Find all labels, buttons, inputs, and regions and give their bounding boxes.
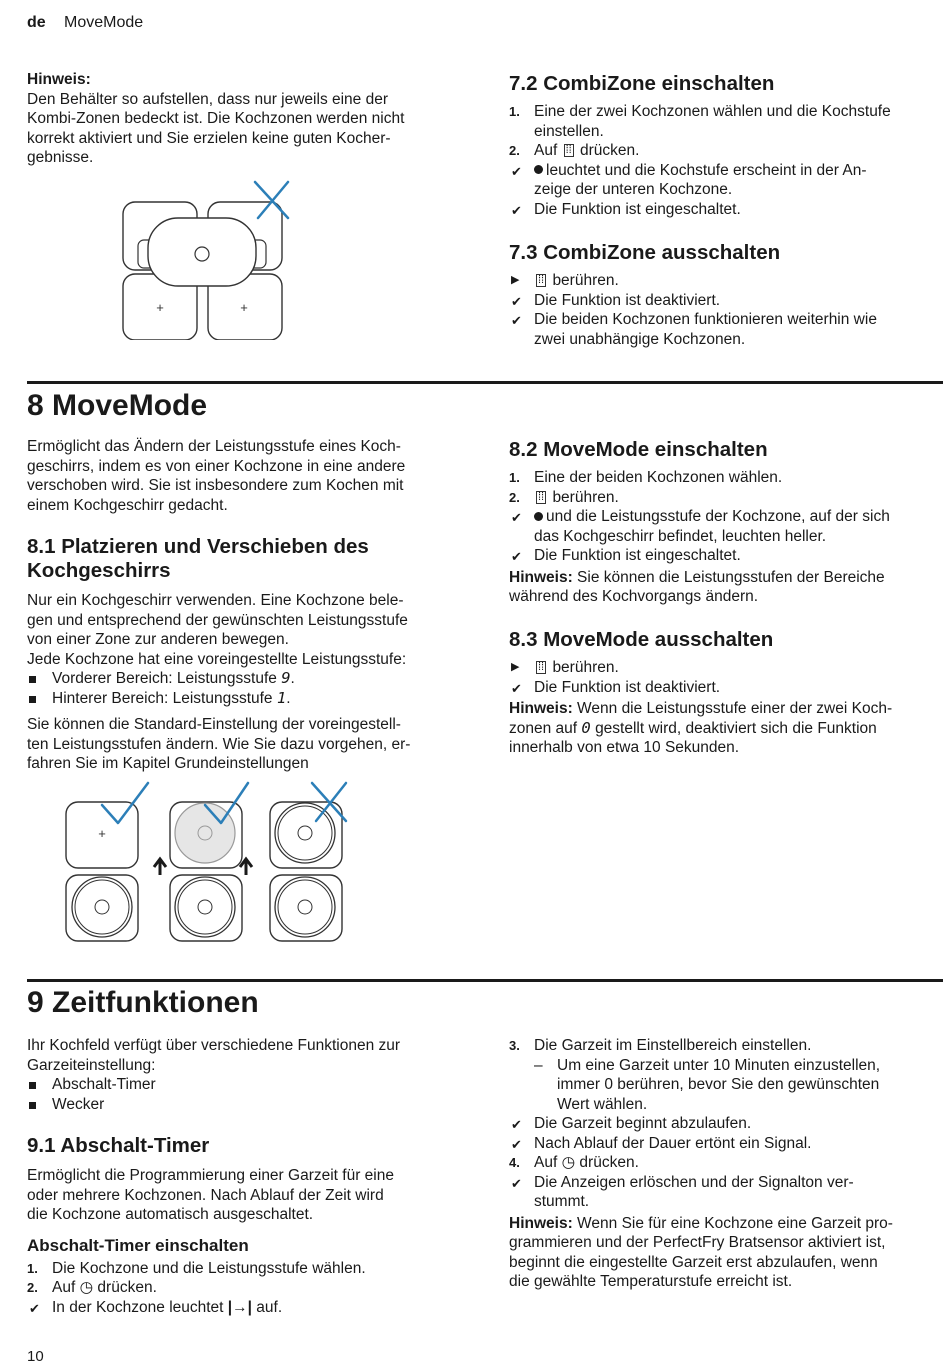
list-item: [509, 1134, 943, 1154]
page-number: 10: [27, 1348, 44, 1365]
section-8-intro: [27, 437, 467, 515]
list-item: [509, 200, 943, 220]
combi-icon: ⁞⁞: [538, 274, 545, 287]
list-item: 1. Eine der zwei Kochzonen wählen und die Kochstufe einstellen.: [509, 103, 891, 140]
text-line: Ermöglicht die Programmierung einer Garzeit für eine: [27, 1167, 394, 1184]
item-text: Wert wählen.: [557, 1095, 648, 1113]
indicator-dot-icon: [534, 512, 543, 521]
item-text: leuchtet und die Kochstufe erscheint in der An-: [546, 161, 867, 179]
section-title: 8.1 Platzieren und Verschieben des: [27, 535, 369, 558]
list-item: [27, 1298, 467, 1318]
section-9-intro: [27, 1036, 467, 1114]
text-line: Ermöglicht das Ändern der Leistungsstufe eines Koch-: [27, 438, 401, 455]
text-line: Nur ein Kochgeschirr verwenden. Eine Kochzone bele-: [27, 592, 404, 609]
step-arrow-icon: ▶: [511, 661, 520, 673]
item-text: Die Kochzone und die Leistungsstufe wählen.: [52, 1259, 366, 1277]
indicator-dot-icon: [534, 165, 543, 174]
section-title: 9.1 Abschalt-Timer: [27, 1134, 210, 1157]
dash-icon: –: [534, 1056, 543, 1074]
section-divider: [27, 381, 943, 384]
step-arrow-icon: ▶: [511, 274, 520, 286]
item-text: Die Funktion ist eingeschaltet.: [534, 200, 741, 218]
item-text: Wecker: [52, 1095, 105, 1113]
section-7-3: [509, 241, 943, 349]
item-text: Die Funktion ist deaktiviert.: [534, 678, 721, 696]
list-item: Vorderer Bereich: Leistungsstufe 9.: [27, 669, 467, 689]
item-text: Um eine Garzeit unter 10 Minuten einzustellen,: [557, 1056, 881, 1074]
text-line: Ihr Kochfeld verfügt über verschiedene Funktionen zur: [27, 1037, 401, 1054]
combizone-figure: [118, 178, 303, 340]
text-line: ten Leistungsstufen ändern. Wie Sie dazu vorgehen, er-: [27, 735, 411, 753]
item-text: Auf: [534, 142, 558, 159]
item-text: zwei unabhängige Kochzonen.: [534, 330, 746, 348]
check-icon: ✔: [511, 163, 522, 179]
text-line: Wenn die Leistungsstufe einer der zwei Koch-: [577, 700, 893, 717]
section-title: 8.2 MoveMode einschalten: [509, 438, 768, 461]
list-item: [27, 1095, 467, 1115]
section-title: 8.3 MoveMode ausschalten: [509, 628, 774, 651]
hinweis-label: Hinweis:: [27, 71, 91, 88]
move-icon: ⁞⁞: [538, 490, 545, 503]
text-line: Garzeiteinstellung:: [27, 1056, 156, 1074]
item-text: berühren.: [552, 272, 619, 289]
list-item: [509, 1173, 943, 1212]
item-text: Abschalt-Timer: [52, 1076, 156, 1093]
text-line: Sie können die Standard-Einstellung der voreingestell-: [27, 716, 401, 733]
item-text: und die Leistungsstufe der Kochzone, auf der sich: [546, 508, 890, 525]
header-title: MoveMode: [64, 14, 144, 31]
zero-level-value: 0: [581, 718, 591, 737]
text-line: Jede Kochzone hat eine voreingestellte Leistungsstufe:: [27, 650, 407, 668]
text-line: die gewählte Temperaturstufe erreicht ist.: [509, 1273, 793, 1290]
svg-text:+: +: [98, 826, 106, 841]
hinweis-block-1: [27, 70, 467, 168]
item-text: In der Kochzone leuchtet: [52, 1298, 224, 1316]
section-divider: [27, 979, 943, 982]
list-item: 2. ⁞⁞ berühren.: [509, 488, 619, 506]
hinweis-label: Hinweis:: [509, 568, 573, 586]
section-8-2: [509, 438, 943, 607]
clock-icon: ◷: [561, 1154, 576, 1171]
item-text: das Kochgeschirr befindet, leuchten heller.: [534, 527, 827, 545]
list-item: 4. Auf ◷ drücken.: [509, 1154, 639, 1171]
list-item: [509, 1114, 943, 1134]
bullet-icon: [29, 676, 36, 683]
check-icon: ✔: [511, 1175, 522, 1191]
list-item: [509, 546, 943, 566]
item-text: Die Funktion ist deaktiviert.: [534, 291, 721, 309]
svg-text:+: +: [240, 300, 248, 315]
svg-text:+: +: [156, 300, 164, 315]
item-text: auf.: [256, 1298, 283, 1316]
timer-arrow-icon: |→|: [227, 1298, 252, 1316]
item-text: immer 0 berühren, bevor Sie den gewünschten: [557, 1076, 880, 1093]
hinweis-line: Den Behälter so aufstellen, dass nur jeweils eine der: [27, 90, 389, 108]
item-text: Hinterer Bereich: Leistungsstufe: [52, 689, 273, 707]
section-7-2: [509, 72, 943, 219]
text-line: fahren Sie im Kapitel Grundeinstellungen: [27, 755, 309, 772]
list-item: [509, 658, 943, 678]
section-9-1: [27, 1134, 467, 1317]
item-text: drücken.: [579, 1154, 639, 1171]
list-item: [509, 271, 943, 291]
item-text: Die Funktion ist eingeschaltet.: [534, 547, 741, 564]
item-text: einstellen.: [534, 122, 604, 140]
text-line: beginnt die eingestellte Garzeit erst abzulaufen, wenn: [509, 1253, 878, 1271]
text-line: Sie können die Leistungsstufen der Bereiche: [577, 568, 885, 586]
list-item: [509, 678, 943, 698]
check-icon: ✔: [29, 1300, 40, 1316]
list-item: [509, 1056, 943, 1115]
item-text: Die Garzeit beginnt abzulaufen.: [534, 1115, 752, 1132]
item-text: berühren.: [552, 488, 619, 506]
item-text: Auf: [52, 1279, 76, 1296]
list-item: 1. Eine der beiden Kochzonen wählen.: [509, 469, 783, 486]
text-line: einem Kochgeschirr gedacht.: [27, 496, 228, 514]
item-text: berühren.: [552, 659, 619, 676]
section-8-3: [509, 628, 943, 758]
check-icon: ✔: [511, 293, 522, 309]
clock-icon: ◷: [79, 1279, 94, 1296]
list-item: Hinterer Bereich: Leistungsstufe 1.: [27, 689, 467, 709]
list-item: [509, 507, 943, 546]
subsection-title: Abschalt-Timer einschalten: [27, 1235, 249, 1255]
section-title: 7.2 CombiZone einschalten: [509, 72, 775, 95]
item-text: Eine der beiden Kochzonen wählen.: [534, 469, 783, 486]
hinweis-line: korrekt aktiviert und Sie erzielen keine guten Kocher-: [27, 129, 391, 147]
list-item: 2. Auf ◷ drücken.: [27, 1279, 157, 1296]
text-line: innerhalb von etwa 10 Sekunden.: [509, 739, 740, 756]
item-text: Vorderer Bereich: Leistungsstufe: [52, 670, 277, 687]
item-text: Nach Ablauf der Dauer ertönt ein Signal.: [534, 1134, 812, 1152]
movemode-figure: [60, 775, 360, 945]
item-text: Die Garzeit im Einstellbereich einstellen.: [534, 1037, 812, 1054]
check-icon: ✔: [511, 202, 522, 218]
level-value: 9: [281, 669, 291, 687]
text-line: grammieren und der PerfectFry Bratsensor aktiviert ist,: [509, 1234, 886, 1251]
check-icon: ✔: [511, 680, 522, 696]
list-item: 1. Die Kochzone und die Leistungsstufe wählen.: [27, 1259, 366, 1277]
bullet-icon: [29, 1082, 36, 1089]
hinweis-line: gebnisse.: [27, 149, 94, 166]
text-line: geschirrs, indem es von einer Kochzone in eine andere: [27, 457, 406, 475]
move-icon: ⁞⁞: [538, 661, 545, 674]
chapter-title: 9 Zeitfunktionen: [27, 986, 259, 1019]
item-text: drücken.: [580, 142, 640, 159]
check-icon: ✔: [511, 510, 522, 525]
text-line: Wenn Sie für eine Kochzone eine Garzeit pro-: [577, 1214, 893, 1232]
item-text: Die Anzeigen erlöschen und der Signalton ver-: [534, 1173, 854, 1191]
bullet-icon: [29, 1102, 36, 1109]
bullet-icon: [29, 696, 36, 703]
item-text: Auf: [534, 1154, 558, 1171]
item-text: Die beiden Kochzonen funktionieren weiterhin wie: [534, 311, 877, 328]
text-line: zonen auf: [509, 719, 578, 737]
section-title: 7.3 CombiZone ausschalten: [509, 241, 781, 264]
section-9-right: [509, 1036, 943, 1292]
list-item: [27, 1075, 467, 1095]
chapter-title: 8 MoveMode: [27, 389, 208, 422]
section-8-1: [27, 535, 467, 774]
list-item: [509, 310, 943, 349]
check-icon: ✔: [511, 1136, 522, 1152]
hinweis-line: Kombi-Zonen bedeckt ist. Die Kochzonen werden nicht: [27, 110, 405, 127]
header-lang: de: [27, 14, 46, 31]
text-line: während des Kochvorgangs ändern.: [509, 588, 759, 605]
item-text: drücken.: [97, 1279, 157, 1296]
text-line: gen und entsprechend der gewünschten Leistungsstufe: [27, 611, 408, 629]
section-title: Kochgeschirrs: [27, 559, 171, 582]
list-item: [509, 291, 943, 311]
level-value: 1: [276, 688, 287, 707]
combi-icon: ⁞⁞: [565, 144, 572, 157]
list-item: 3. Die Garzeit im Einstellbereich einstellen.: [509, 1037, 812, 1054]
list-item: [509, 161, 943, 200]
item-text: zeige der unteren Kochzone.: [534, 181, 733, 198]
check-icon: ✔: [511, 549, 522, 564]
check-icon: ✔: [511, 1117, 522, 1132]
text-line: die Kochzone automatisch ausgeschaltet.: [27, 1206, 314, 1223]
hinweis-label: Hinweis:: [509, 700, 573, 717]
text-line: oder mehrere Kochzonen. Nach Ablauf der Zeit wird: [27, 1186, 384, 1204]
text-line: verschoben wird. Sie ist insbesondere zum Kochen mit: [27, 477, 404, 494]
check-icon: ✔: [511, 313, 522, 328]
item-text: stummt.: [534, 1193, 590, 1210]
text-line: von einer Zone zur anderen bewegen.: [27, 631, 289, 648]
list-item: 2. Auf ⁞⁞ drücken.: [509, 142, 640, 159]
text-line: gestellt wird, deaktiviert sich die Funktion: [595, 719, 877, 737]
hinweis-label: Hinweis:: [509, 1214, 573, 1232]
item-text: Eine der zwei Kochzonen wählen und die Kochstufe: [534, 103, 891, 120]
